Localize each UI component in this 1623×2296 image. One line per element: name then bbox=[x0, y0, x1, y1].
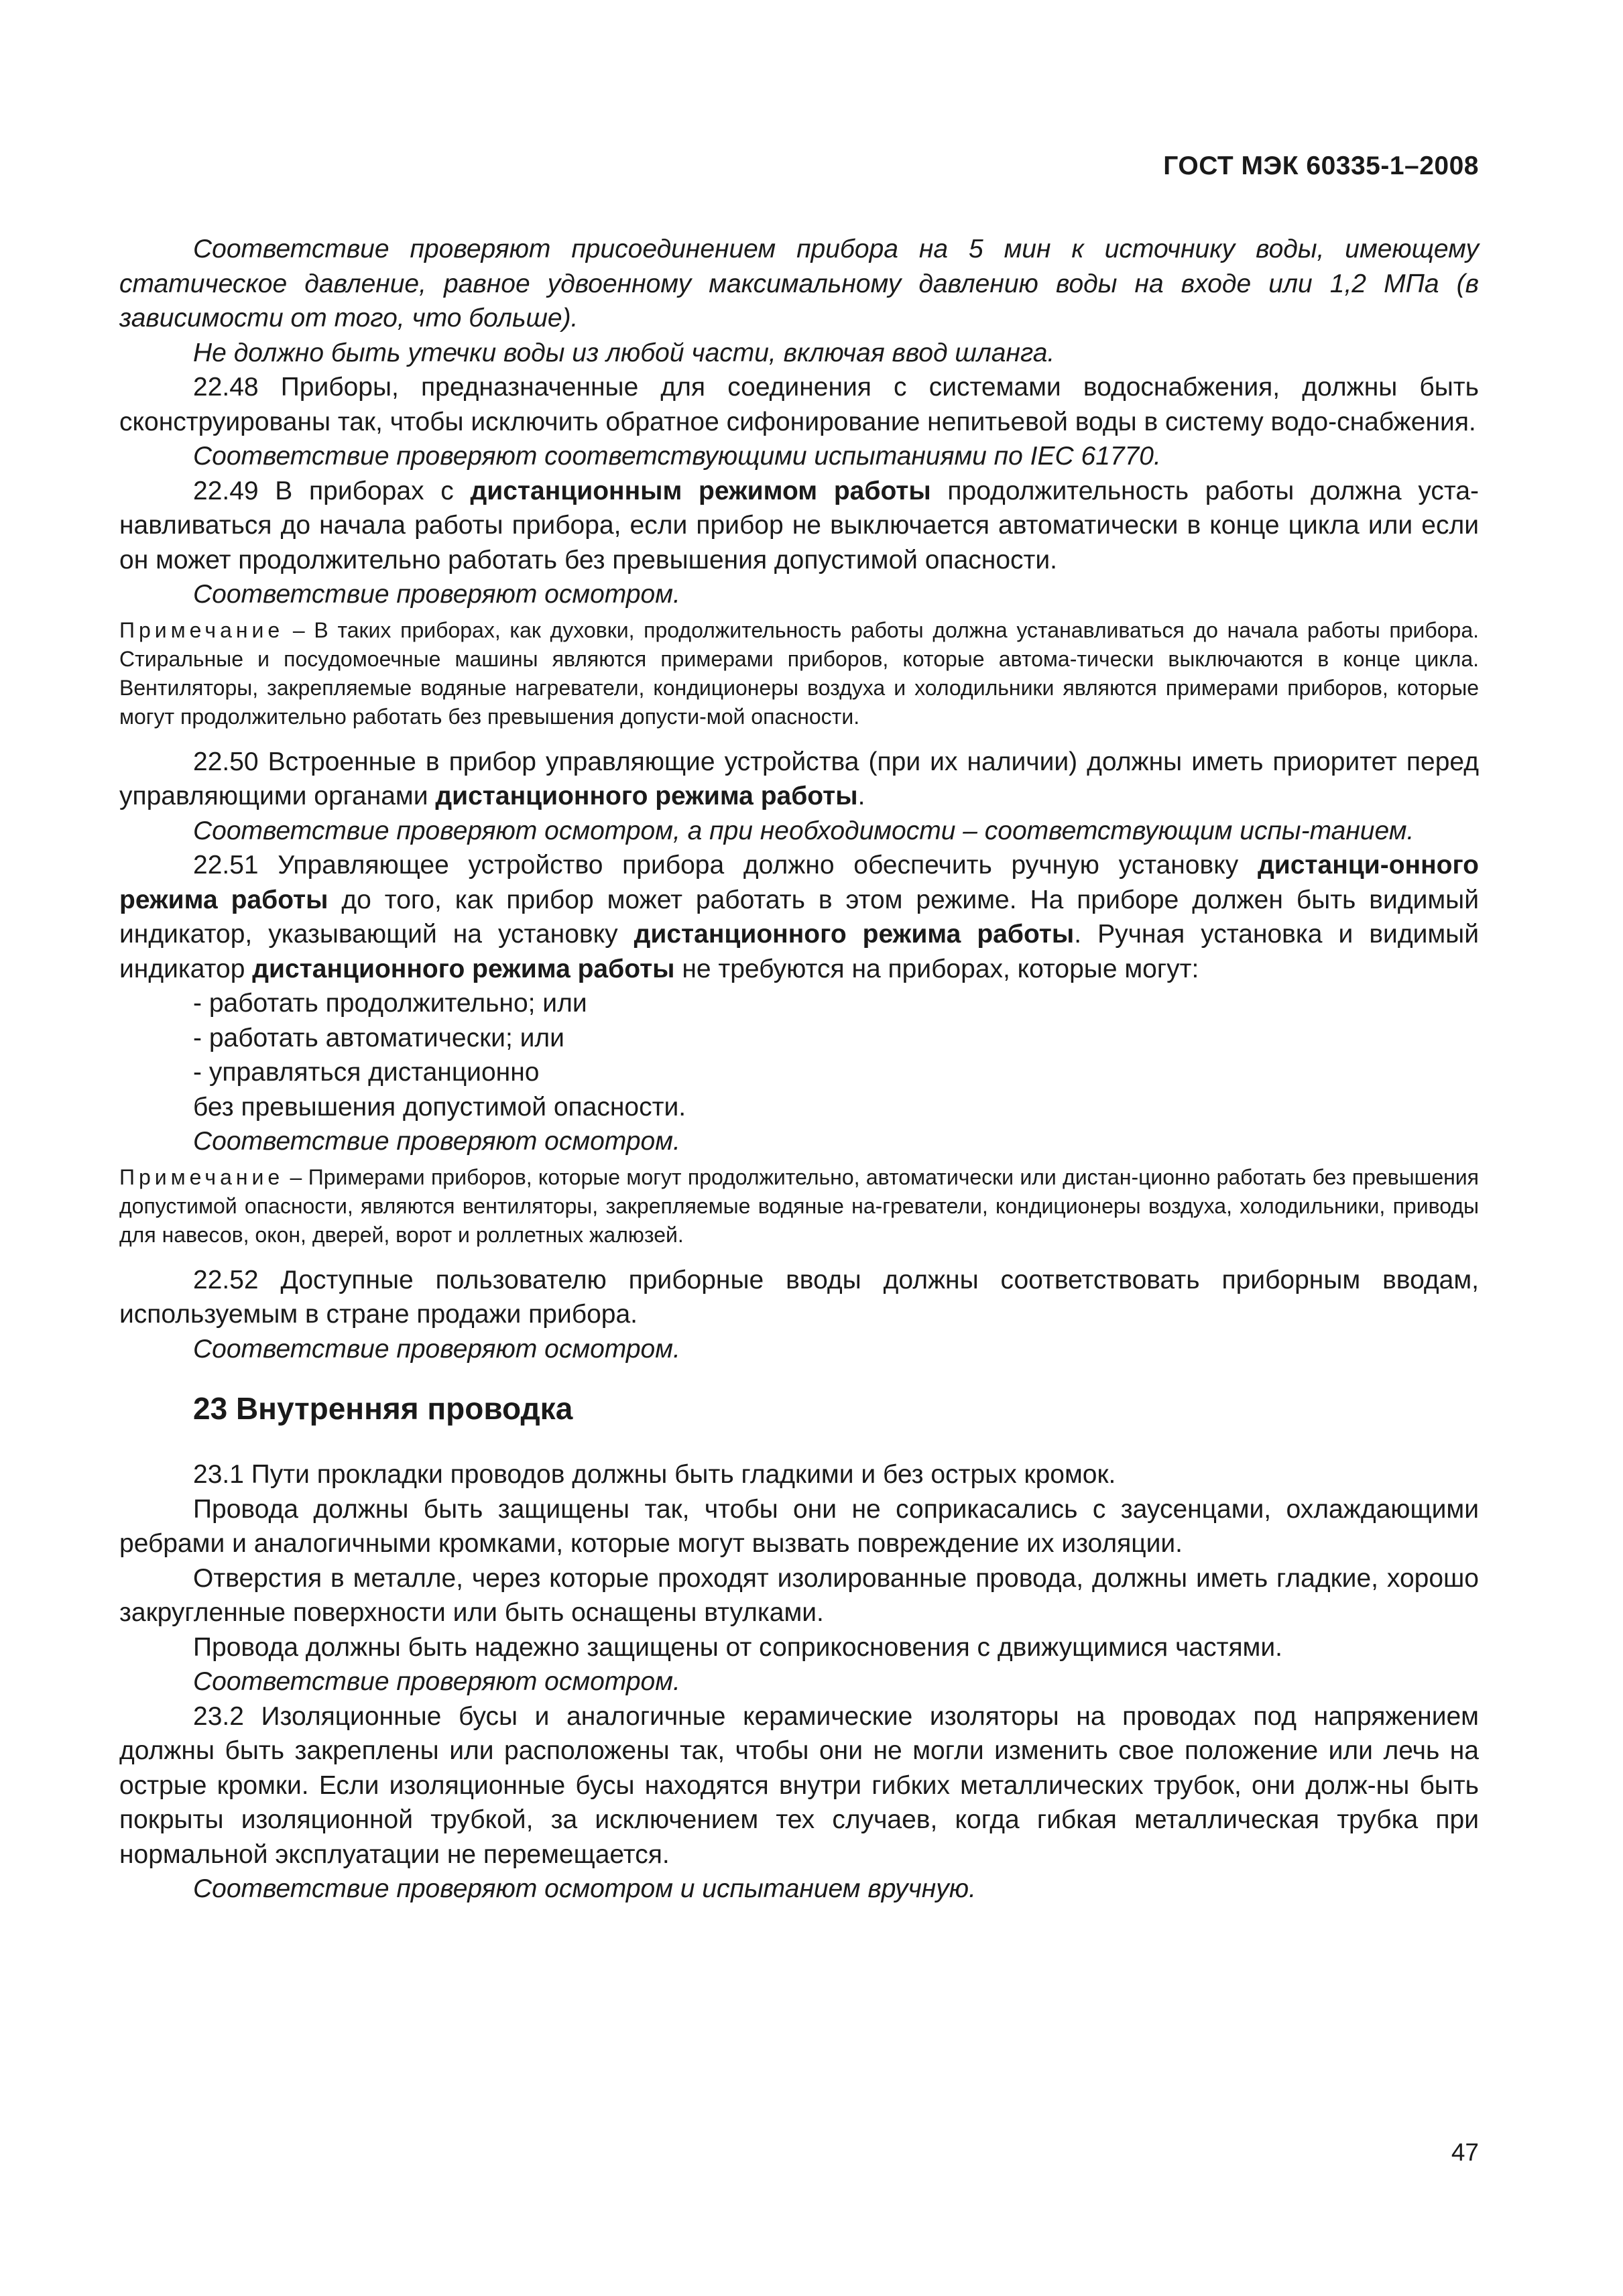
paragraph: Провода должны быть надежно защищены от соприкосновения с движущимися частями. bbox=[193, 1632, 1282, 1662]
text-run: 22.49 В приборах с bbox=[193, 476, 471, 505]
section-title: 23 Внутренняя проводка bbox=[193, 1391, 573, 1426]
list-item: - управляться дистанционно bbox=[193, 1058, 540, 1087]
paragraph bbox=[119, 745, 1479, 814]
note-label: Примечание bbox=[119, 617, 284, 642]
paragraph: 22.52 Доступные пользователю приборные вводы должны соответствовать приборным вводам, используемым в стране продажи прибора. bbox=[119, 1265, 1479, 1329]
note-text: – Примерами приборов, которые могут продолжительно, автоматически или дистан-ционно работать без превышения допустимой опасности, являются вентиляторы, закрепляемые водяные на-греватели, кондиционеры воздуха, холодильники, приводы для навесов, окон, дверей, ворот и роллетных жалюзей. bbox=[119, 1164, 1479, 1247]
paragraph: Отверстия в металле, через которые проходят изолированные провода, должны иметь гладкие, хорошо закругленные поверхности или быть оснащены втулками. bbox=[119, 1563, 1479, 1627]
paragraph: Соответствие проверяют осмотром. bbox=[193, 580, 680, 609]
paragraph: Не должно быть утечки воды из любой части, включая ввод шланга. bbox=[193, 338, 1055, 367]
note-text: – В таких приборах, как духовки, продолжительность работы должна устанавливаться до начала работы прибора. Стиральные и посудомоечные машины являются примерами приборов, которые автома-тически выключаются в конце цикла. Вентиляторы, закрепляемые водяные нагреватели, кондиционеры воздуха и холодильники являются примерами приборов, которые могут продолжительно работать без превышения допусти-мой опасности. bbox=[119, 617, 1479, 729]
text-run: 22.50 Встроенные в прибор управляющие устройства (при их наличии) должны иметь приоритет перед управляющими органами bbox=[119, 747, 1479, 810]
term-bold: дистанционного режима работы bbox=[252, 954, 675, 983]
paragraph: 22.48 Приборы, предназначенные для соединения с системами водоснабжения, должны быть сконструированы так, чтобы исключить обратное сифонирование непитьевой воды в систему водо-снабжения. bbox=[119, 373, 1479, 436]
paragraph: Соответствие проверяют осмотром. bbox=[193, 1127, 680, 1156]
term-bold: дистанци-онного режима работы bbox=[119, 851, 1479, 914]
list-item: - работать автоматически; или bbox=[193, 1023, 564, 1052]
text-run: не требуются на приборах, которые могут: bbox=[674, 954, 1199, 983]
paragraph: 23.2 Изоляционные бусы и аналогичные керамические изоляторы на проводах под напряжением должны быть закреплены или расположены так, чтобы они не могли изменить свое положение или лечь на острые кромки. Если изоляционные бусы находятся внутри гибких металлических трубок, они долж-ны быть покрыты изоляционной трубкой, за исключением тех случаев, когда гибкая металлическая трубка при нормальной эксплуатации не перемещается. bbox=[119, 1701, 1479, 1869]
paragraph: Соответствие проверяют осмотром. bbox=[193, 1334, 680, 1364]
paragraph bbox=[119, 848, 1479, 986]
page-number: 47 bbox=[1451, 2138, 1479, 2166]
paragraph: 23.1 Пути прокладки проводов должны быть гладкими и без острых кромок. bbox=[193, 1460, 1116, 1489]
paragraph: Соответствие проверяют осмотром. bbox=[193, 1667, 680, 1696]
text-run: 22.51 Управляющее устройство прибора должно обеспечить ручную установку bbox=[193, 851, 1258, 880]
document-header: ГОСТ МЭК 60335-1–2008 bbox=[1163, 152, 1479, 180]
paragraph: Соответствие проверяют соответствующими испытаниями по IEC 61770. bbox=[193, 442, 1161, 471]
paragraph: Провода должны быть защищены так, чтобы они не соприкасались с заусенцами, охлаждающими ребрами и аналогичными кромками, которые могут вызвать повреждение их изоляции. bbox=[119, 1494, 1479, 1558]
paragraph: Соответствие проверяют осмотром и испытанием вручную. bbox=[193, 1874, 976, 1903]
term-bold: дистанционного режима работы bbox=[634, 920, 1075, 949]
document-body bbox=[119, 232, 1479, 1907]
note bbox=[119, 1163, 1479, 1250]
note-label: Примечание bbox=[119, 1164, 284, 1189]
text-run: до того, как прибор может работать в этом режиме. На приборе должен быть видимый индикатор, указывающий на установку bbox=[119, 885, 1479, 949]
paragraph: без превышения допустимой опасности. bbox=[193, 1092, 686, 1122]
paragraph bbox=[119, 474, 1479, 578]
list-item: - работать продолжительно; или bbox=[193, 989, 587, 1018]
text-run: продолжительность работы должна уста-навливаться до начала работы прибора, если прибор не выключается автоматически в конце цикла или если он может продолжительно работать без превышения допустимой опасности. bbox=[119, 476, 1479, 575]
text-run: . Ручная установка и видимый индикатор bbox=[119, 920, 1479, 983]
text-run: . bbox=[857, 782, 865, 810]
paragraph: Соответствие проверяют присоединением прибора на 5 мин к источнику воды, имеющему статическое давление, равное удвоенному максимальному давлению воды на входе или 1,2 МПа (в зависимости от того, что больше). bbox=[119, 235, 1479, 333]
term-bold: дистанционным режимом работы bbox=[470, 476, 931, 505]
note bbox=[119, 616, 1479, 731]
paragraph: Соответствие проверяют осмотром, а при необходимости – соответствующим испы-танием. bbox=[193, 816, 1415, 845]
term-bold: дистанционного режима работы bbox=[435, 782, 858, 810]
